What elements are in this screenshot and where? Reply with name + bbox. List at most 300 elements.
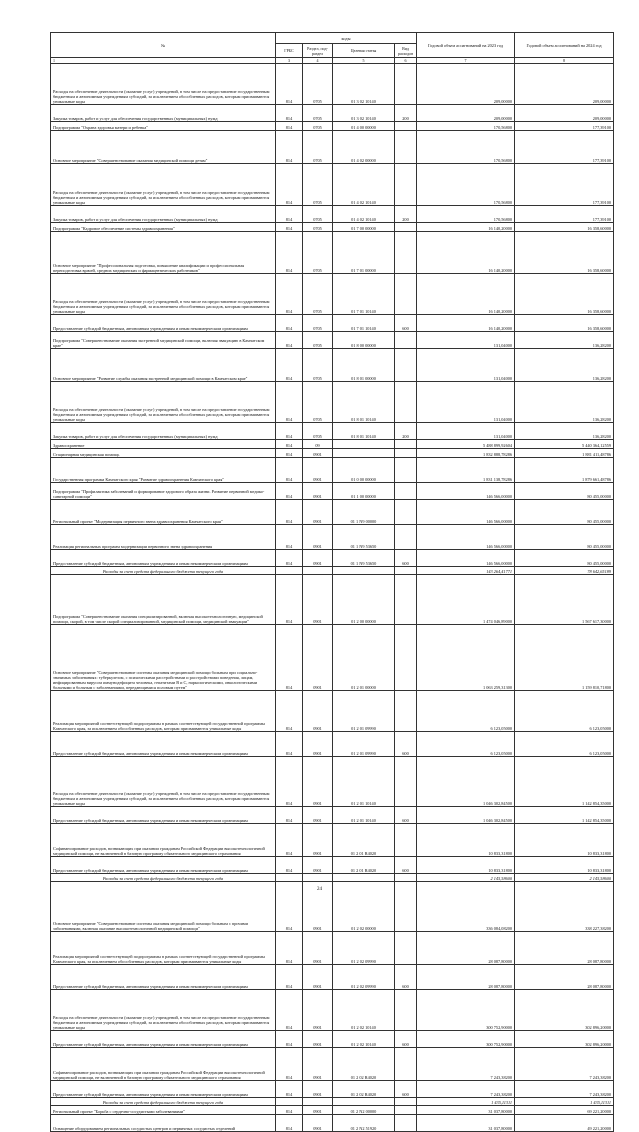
row-amount-2023: 300 752,90000: [417, 990, 515, 1031]
row-amount-2023: 146 566,00000: [417, 483, 515, 500]
header-codes: коды: [276, 33, 417, 44]
row-target-article: 01 4 02 00000: [333, 131, 395, 164]
row-description: Основное мероприятие "Совершенствование системы оказания медицинской помощи больным при социально-значимых заболеваниях: туберкулезом, с психическими расстройствами и расстройствами поведения, лицам, инфицированным вирусом иммунодефицита человека, гепатитами В и С, наркологическими, онкологическими больными и больным с заболеваниями, передающимися половым путем": [51, 625, 276, 691]
row-amount-2023: 146 566,00000: [417, 500, 515, 525]
row-amount-2023: 336 084,08200: [417, 882, 515, 932]
row-amount-2023: 5 488 899,92604: [417, 440, 515, 449]
table-row: [51, 757, 614, 807]
row-expense-type: [395, 483, 417, 500]
table-row: [51, 500, 614, 525]
row-description: Расходы за счет средств федерального бюджета текущего года: [51, 874, 276, 882]
row-description: Софинансирование расходов, возникающих при оказании гражданам Российской Федерации высокотехнологичной медицинской помощи, не включенной в базовую программу обязательного медицинского страхования: [51, 824, 276, 857]
table-row: [51, 824, 614, 857]
row-description: Основное мероприятие "Совершенствование оказания медицинской помощи детям": [51, 131, 276, 164]
row-target-article: 01 8 01 00000: [333, 349, 395, 382]
row-target-article: 01 2 02 09990: [333, 932, 395, 965]
row-grbs: 814: [276, 122, 303, 131]
row-grbs: 814: [276, 332, 303, 349]
table-row: [51, 232, 614, 274]
row-amount-2024: 28 087,80000: [515, 965, 614, 990]
row-expense-type: [395, 64, 417, 105]
row-expense-type: [395, 382, 417, 423]
row-amount-2024: 209,00000: [515, 105, 614, 122]
row-amount-2023: 16 140,20000: [417, 223, 515, 232]
row-grbs: 814: [276, 458, 303, 483]
table-row: [51, 575, 614, 625]
row-grbs: 814: [276, 449, 303, 458]
header-vr: Вид расходов: [395, 44, 417, 58]
row-amount-2023: 10 833,31800: [417, 824, 515, 857]
row-description: Реализация мероприятий соответствующей подпрограммы в рамках соответствующей государственной программы Камчатского края, за исключением обособленных расходов, которым присваиваются уникальные коды: [51, 691, 276, 732]
table-row: [51, 990, 614, 1031]
row-amount-2024: 7 243,38200: [515, 1081, 614, 1098]
row-amount-2024: 28 087,80000: [515, 932, 614, 965]
row-grbs: [276, 567, 303, 575]
table-row: [51, 164, 614, 206]
row-amount-2023: 209,00000: [417, 64, 515, 105]
row-razdel: 0901: [303, 500, 333, 525]
row-grbs: 814: [276, 440, 303, 449]
budget-table-page: [50, 32, 613, 1132]
row-amount-2023: 16 140,20000: [417, 274, 515, 315]
table-note-row: [51, 874, 614, 882]
row-expense-type: [395, 131, 417, 164]
row-razdel: 0705: [303, 206, 333, 223]
row-grbs: 814: [276, 550, 303, 567]
table-row: [51, 458, 614, 483]
table-row: [51, 382, 614, 423]
row-target-article: 01 3 02 10140: [333, 64, 395, 105]
column-number: 7: [417, 58, 515, 64]
row-target-article: [333, 1098, 395, 1106]
table-row: [51, 625, 614, 691]
row-description: Расходы за счет средств федерального бюджета текущего года: [51, 1098, 276, 1106]
row-expense-type: [395, 525, 417, 550]
row-razdel: 0901: [303, 932, 333, 965]
row-amount-2024: 177,39100: [515, 164, 614, 206]
row-amount-2024: 2 145,58600: [515, 874, 614, 882]
row-expense-type: 600: [395, 732, 417, 757]
row-razdel: 0901: [303, 824, 333, 857]
row-amount-2024: 136,28200: [515, 423, 614, 440]
table-row: [51, 932, 614, 965]
table-row: [51, 1048, 614, 1081]
row-amount-2023: 7 243,38200: [417, 1081, 515, 1098]
row-razdel: 0705: [303, 164, 333, 206]
row-amount-2023: 170,56800: [417, 131, 515, 164]
row-grbs: 814: [276, 691, 303, 732]
row-target-article: 01 8 00 00000: [333, 332, 395, 349]
row-grbs: 814: [276, 990, 303, 1031]
row-razdel: 0705: [303, 131, 333, 164]
row-grbs: 814: [276, 64, 303, 105]
row-amount-2023: 131,04000: [417, 423, 515, 440]
row-target-article: 01 1 N9 53650: [333, 550, 395, 567]
row-amount-2023: 1 063 259,31300: [417, 625, 515, 691]
row-description: Здравоохранение: [51, 440, 276, 449]
row-amount-2024: 1 435,11311: [515, 1098, 614, 1106]
row-amount-2024: 7 243,38200: [515, 1048, 614, 1081]
table-note-row: [51, 1098, 614, 1106]
row-target-article: 01 4 00 00000: [333, 122, 395, 131]
table-row: [51, 1031, 614, 1048]
row-target-article: 01 2 N2 00000: [333, 1106, 395, 1115]
row-grbs: 814: [276, 882, 303, 932]
row-amount-2024: 16 358,60000: [515, 274, 614, 315]
row-expense-type: [395, 122, 417, 131]
row-target-article: 01 2 01 00000: [333, 625, 395, 691]
row-expense-type: 600: [395, 1031, 417, 1048]
row-target-article: 01 2 01 09990: [333, 732, 395, 757]
row-razdel: 0705: [303, 382, 333, 423]
row-razdel: 0705: [303, 349, 333, 382]
row-amount-2024: 16 358,60000: [515, 223, 614, 232]
row-description: Стационарная медицинская помощь: [51, 449, 276, 458]
table-row: [51, 105, 614, 122]
row-razdel: 0901: [303, 458, 333, 483]
row-amount-2023: 143 264,41771: [417, 567, 515, 575]
row-expense-type: 200: [395, 105, 417, 122]
table-row: [51, 122, 614, 131]
row-amount-2023: 170,56800: [417, 206, 515, 223]
row-target-article: [333, 440, 395, 449]
row-target-article: 01 3 02 10140: [333, 105, 395, 122]
row-target-article: 01 8 01 10140: [333, 423, 395, 440]
row-amount-2024: 177,39100: [515, 122, 614, 131]
row-amount-2023: 28 087,80000: [417, 965, 515, 990]
row-expense-type: [395, 332, 417, 349]
row-expense-type: [395, 932, 417, 965]
row-target-article: [333, 567, 395, 575]
row-amount-2023: 1 046 302,84500: [417, 757, 515, 807]
row-expense-type: [395, 1048, 417, 1081]
row-target-article: 01 7 01 00000: [333, 232, 395, 274]
row-amount-2024: 80 455,00000: [515, 500, 614, 525]
row-amount-2023: 1 831 138,78286: [417, 458, 515, 483]
row-description: Расходы за счет средств федерального бюджета текущего года: [51, 567, 276, 575]
row-grbs: 814: [276, 1106, 303, 1115]
table-row: [51, 349, 614, 382]
row-description: Региональный проект "Модернизация первичного звена здравоохранения Камчатского края": [51, 500, 276, 525]
row-target-article: 01 2 02 09990: [333, 965, 395, 990]
row-razdel: 0705: [303, 122, 333, 131]
row-target-article: [333, 874, 395, 882]
header-num: №: [51, 33, 276, 58]
row-expense-type: [395, 990, 417, 1031]
row-razdel: 0901: [303, 757, 333, 807]
row-target-article: 01 2 01 R4020: [333, 824, 395, 857]
row-grbs: [276, 1098, 303, 1106]
table-row: [51, 206, 614, 223]
row-description: Подпрограмма "Кадровое обеспечение системы здравоохранения": [51, 223, 276, 232]
row-target-article: 01 1 N9 00000: [333, 500, 395, 525]
row-amount-2023: 1 435,11311: [417, 1098, 515, 1106]
column-number: 8: [515, 58, 614, 64]
row-razdel: 0705: [303, 64, 333, 105]
row-description: Софинансирование расходов, возникающих при оказании гражданам Российской Федерации высокотехнологичной медицинской помощи, не включенной в базовую программу обязательного медицинского страхования: [51, 1048, 276, 1081]
row-description: Подпрограмма "Совершенствование оказания экстренной медицинской помощи, включая эвакуацию в Камчатском крае": [51, 332, 276, 349]
row-razdel: 0901: [303, 691, 333, 732]
row-razdel: 0901: [303, 1106, 333, 1115]
row-amount-2023: 10 833,31800: [417, 857, 515, 874]
row-grbs: 814: [276, 315, 303, 332]
row-grbs: 814: [276, 575, 303, 625]
row-razdel: 0901: [303, 449, 333, 458]
header-csr: Целевая статья: [333, 44, 395, 58]
row-razdel: 0901: [303, 483, 333, 500]
row-description: Реализация региональных программ модернизации первичного звена здравоохранения: [51, 525, 276, 550]
row-expense-type: [395, 691, 417, 732]
row-description: Предоставление субсидий бюджетным, автономным учреждениям и иным некоммерческим организациям: [51, 1081, 276, 1098]
row-amount-2023: 31 037,80000: [417, 1115, 515, 1132]
row-target-article: 01 2 01 R4020: [333, 857, 395, 874]
row-razdel: 0901: [303, 1031, 333, 1048]
table-row: [51, 965, 614, 990]
column-number: 3: [276, 58, 303, 64]
row-razdel: 0705: [303, 232, 333, 274]
row-razdel: 0705: [303, 315, 333, 332]
row-amount-2023: 131,04000: [417, 332, 515, 349]
row-description: Основное мероприятие "Профессиональная подготовка, повышение квалификации и профессиональная переподготовка врачей, средних медицинских и фармацевтических работников": [51, 232, 276, 274]
row-razdel: 0901: [303, 807, 333, 824]
row-description: Закупка товаров, работ и услуг для обеспечения государственных (муниципальных) нужд: [51, 105, 276, 122]
row-amount-2024: 6 123,05000: [515, 732, 614, 757]
row-expense-type: 200: [395, 206, 417, 223]
table-row: [51, 440, 614, 449]
row-expense-type: [395, 500, 417, 525]
row-amount-2024: 136,28200: [515, 332, 614, 349]
row-amount-2024: 1 567 617,30000: [515, 575, 614, 625]
row-description: Расходы на обеспечение деятельности (оказание услуг) учреждений, в том числе на предоставление государственным бюджетным и автономным учреждениям субсидий, за исключением обособленных расходов, которым присваиваются уникальные коды: [51, 757, 276, 807]
row-amount-2024: 209,00000: [515, 64, 614, 105]
row-expense-type: [395, 1098, 417, 1106]
row-razdel: 0705: [303, 332, 333, 349]
row-razdel: [303, 874, 333, 882]
row-grbs: 814: [276, 232, 303, 274]
table-row: [51, 64, 614, 105]
row-amount-2024: 177,39100: [515, 206, 614, 223]
row-expense-type: [395, 824, 417, 857]
row-description: Подпрограмма "Совершенствование оказания специализированной, включая высокотехнологичную, медицинской помощи, скорой, в том числе скорой специализированной, медицинской помощи, медицинской эвакуации": [51, 575, 276, 625]
header-2023: Годовой объем ассигнований на 2023 год: [417, 33, 515, 58]
row-target-article: 01 7 00 00000: [333, 223, 395, 232]
row-target-article: 01 2 02 00000: [333, 882, 395, 932]
table-body: [51, 64, 614, 1132]
row-amount-2024: 69 221,20000: [515, 1106, 614, 1115]
row-amount-2023: 170,56800: [417, 122, 515, 131]
row-expense-type: 200: [395, 423, 417, 440]
row-description: Закупка товаров, работ и услуг для обеспечения государственных (муниципальных) нужд: [51, 423, 276, 440]
column-number: 5: [333, 58, 395, 64]
row-expense-type: [395, 274, 417, 315]
table-note-row: [51, 567, 614, 575]
row-amount-2024: 10 833,31800: [515, 824, 614, 857]
row-amount-2024: 80 455,00000: [515, 550, 614, 567]
page-number: 24: [317, 887, 322, 892]
row-amount-2023: 146 566,00000: [417, 525, 515, 550]
row-expense-type: 600: [395, 550, 417, 567]
row-grbs: 814: [276, 483, 303, 500]
row-grbs: 814: [276, 757, 303, 807]
row-amount-2024: 136,28200: [515, 382, 614, 423]
row-amount-2024: 302 896,20000: [515, 1031, 614, 1048]
row-expense-type: [395, 625, 417, 691]
row-target-article: 01 4 02 10140: [333, 164, 395, 206]
row-amount-2023: 1 474 046,89000: [417, 575, 515, 625]
table-row: [51, 332, 614, 349]
row-grbs: 814: [276, 164, 303, 206]
row-amount-2024: 16 358,60000: [515, 232, 614, 274]
row-razdel: 0705: [303, 423, 333, 440]
row-razdel: 0901: [303, 857, 333, 874]
row-expense-type: [395, 1106, 417, 1115]
row-description: Предоставление субсидий бюджетным, автономным учреждениям и иным некоммерческим организациям: [51, 807, 276, 824]
row-description: Подпрограмма "Охрана здоровья матери и ребенка": [51, 122, 276, 131]
row-grbs: 814: [276, 206, 303, 223]
table-row: [51, 691, 614, 732]
row-amount-2023: 300 752,90000: [417, 1031, 515, 1048]
row-razdel: 0901: [303, 990, 333, 1031]
row-amount-2023: 31 037,80000: [417, 1106, 515, 1115]
row-target-article: 01 2 01 10140: [333, 807, 395, 824]
row-grbs: 814: [276, 807, 303, 824]
row-razdel: 0901: [303, 1115, 333, 1132]
row-expense-type: [395, 874, 417, 882]
table-row: [51, 1106, 614, 1115]
row-amount-2024: 49 221,20000: [515, 1115, 614, 1132]
row-description: Расходы на обеспечение деятельности (оказание услуг) учреждений, в том числе на предоставление государственным бюджетным и автономным учреждениям субсидий, за исключением обособленных расходов, которым присваиваются уникальные коды: [51, 382, 276, 423]
row-grbs: 814: [276, 1115, 303, 1132]
row-expense-type: [395, 223, 417, 232]
table-row: [51, 223, 614, 232]
row-grbs: 814: [276, 932, 303, 965]
row-amount-2024: 16 358,60000: [515, 315, 614, 332]
row-grbs: 814: [276, 732, 303, 757]
row-razdel: 0901: [303, 525, 333, 550]
row-description: Расходы на обеспечение деятельности (оказание услуг) учреждений, в том числе на предоставление государственным бюджетным и автономным учреждениям субсидий, за исключением обособленных расходов, которым присваиваются уникальные коды: [51, 274, 276, 315]
row-razdel: 0901: [303, 732, 333, 757]
row-razdel: 0901: [303, 1081, 333, 1098]
row-razdel: 0901: [303, 625, 333, 691]
row-description: Государственная программа Камчатского края "Развитие здравоохранения Камчатского края": [51, 458, 276, 483]
row-description: Реализация мероприятий соответствующей подпрограммы в рамках соответствующей государственной программы Камчатского края, за исключением обособленных расходов, которым присваиваются уникальные коды: [51, 932, 276, 965]
row-grbs: 814: [276, 857, 303, 874]
table-row: [51, 525, 614, 550]
row-target-article: 01 2 02 10140: [333, 990, 395, 1031]
row-description: Основное мероприятие "Совершенствование системы оказания медицинской помощи больным с прочими заболеваниями, включая оказание высокотехнологичной медицинской помощи": [51, 882, 276, 932]
column-number: 1: [51, 58, 276, 64]
row-amount-2024: 80 455,00000: [515, 525, 614, 550]
row-amount-2023: 170,56800: [417, 164, 515, 206]
row-expense-type: 600: [395, 857, 417, 874]
row-razdel: 0901: [303, 550, 333, 567]
row-amount-2023: 28 087,80000: [417, 932, 515, 965]
row-description: Закупка товаров, работ и услуг для обеспечения государственных (муниципальных) нужд: [51, 206, 276, 223]
row-expense-type: [395, 440, 417, 449]
row-razdel: 0705: [303, 223, 333, 232]
row-target-article: 01 1 00 00000: [333, 483, 395, 500]
table-row: [51, 732, 614, 757]
row-amount-2023: 1 046 302,84500: [417, 807, 515, 824]
table-row: [51, 131, 614, 164]
table-row: [51, 1115, 614, 1132]
row-target-article: 01 2 00 00000: [333, 575, 395, 625]
row-grbs: 814: [276, 625, 303, 691]
row-amount-2024: 177,39100: [515, 131, 614, 164]
row-amount-2024: 1 159 810,71800: [515, 625, 614, 691]
row-amount-2024: 5 440 364,12559: [515, 440, 614, 449]
row-razdel: 0705: [303, 274, 333, 315]
row-target-article: 01 2 02 R4020: [333, 1081, 395, 1098]
row-target-article: 01 7 01 10140: [333, 315, 395, 332]
row-amount-2024: 6 123,05000: [515, 691, 614, 732]
row-grbs: [276, 874, 303, 882]
row-description: Оснащение оборудованием региональных сосудистых центров и первичных сосудистых отделений: [51, 1115, 276, 1132]
row-razdel: 0901: [303, 575, 333, 625]
row-description: Предоставление субсидий бюджетным, автономным учреждениям и иным некоммерческим организациям: [51, 965, 276, 990]
row-amount-2024: 1 879 661,48786: [515, 458, 614, 483]
row-razdel: 0901: [303, 882, 333, 932]
row-description: Предоставление субсидий бюджетным, автономным учреждениям и иным некоммерческим организациям: [51, 550, 276, 567]
row-target-article: 01 2 02 10140: [333, 1031, 395, 1048]
row-razdel: 0901: [303, 965, 333, 990]
row-grbs: 814: [276, 1081, 303, 1098]
row-description: Подпрограмма "Профилактика заболеваний и формирование здорового образа жизни. Развитие первичной медико-санитарной помощи": [51, 483, 276, 500]
table-row: [51, 1081, 614, 1098]
row-amount-2024: 1 142 854,35000: [515, 807, 614, 824]
row-target-article: 01 7 01 10140: [333, 274, 395, 315]
row-amount-2023: 131,04000: [417, 349, 515, 382]
row-expense-type: 600: [395, 315, 417, 332]
header-grbs: ГРБС: [276, 44, 303, 58]
row-description: Предоставление субсидий бюджетным, автономным учреждениям и иным некоммерческим организациям: [51, 857, 276, 874]
row-expense-type: 600: [395, 1081, 417, 1098]
column-number: 4: [303, 58, 333, 64]
row-grbs: 814: [276, 423, 303, 440]
column-number: 6: [395, 58, 417, 64]
row-target-article: 01 4 02 10140: [333, 206, 395, 223]
row-target-article: 01 8 01 10140: [333, 382, 395, 423]
row-amount-2024: 10 833,31800: [515, 857, 614, 874]
row-target-article: 01 2 N2 51920: [333, 1115, 395, 1132]
row-target-article: 01 2 01 09990: [333, 691, 395, 732]
row-grbs: 814: [276, 274, 303, 315]
row-razdel: 0705: [303, 105, 333, 122]
row-expense-type: [395, 757, 417, 807]
table-row: [51, 315, 614, 332]
row-grbs: 814: [276, 105, 303, 122]
row-amount-2024: 1 881 411,48786: [515, 449, 614, 458]
row-expense-type: [395, 575, 417, 625]
row-grbs: 814: [276, 525, 303, 550]
row-razdel: 0901: [303, 1048, 333, 1081]
row-description: Основное мероприятие "Развитие службы оказания экстренной медицинской помощи в Камчатском крае": [51, 349, 276, 382]
row-amount-2023: 6 123,05000: [417, 691, 515, 732]
header-2024: Годовой объем ассигнований на 2024 год: [515, 33, 614, 58]
row-amount-2024: 1 142 854,35000: [515, 757, 614, 807]
table-row: [51, 807, 614, 824]
row-expense-type: [395, 1115, 417, 1132]
row-description: Предоставление субсидий бюджетным, автономным учреждениям и иным некоммерческим организациям: [51, 315, 276, 332]
header-razdel: Раздел, под-раздел: [303, 44, 333, 58]
row-amount-2023: 2 145,58600: [417, 874, 515, 882]
row-target-article: 01 2 02 R4020: [333, 1048, 395, 1081]
row-amount-2023: 7 243,38200: [417, 1048, 515, 1081]
row-description: Предоставление субсидий бюджетным, автономным учреждениям и иным некоммерческим организациям: [51, 732, 276, 757]
row-amount-2024: 136,28200: [515, 349, 614, 382]
row-grbs: 814: [276, 349, 303, 382]
row-grbs: 814: [276, 1031, 303, 1048]
